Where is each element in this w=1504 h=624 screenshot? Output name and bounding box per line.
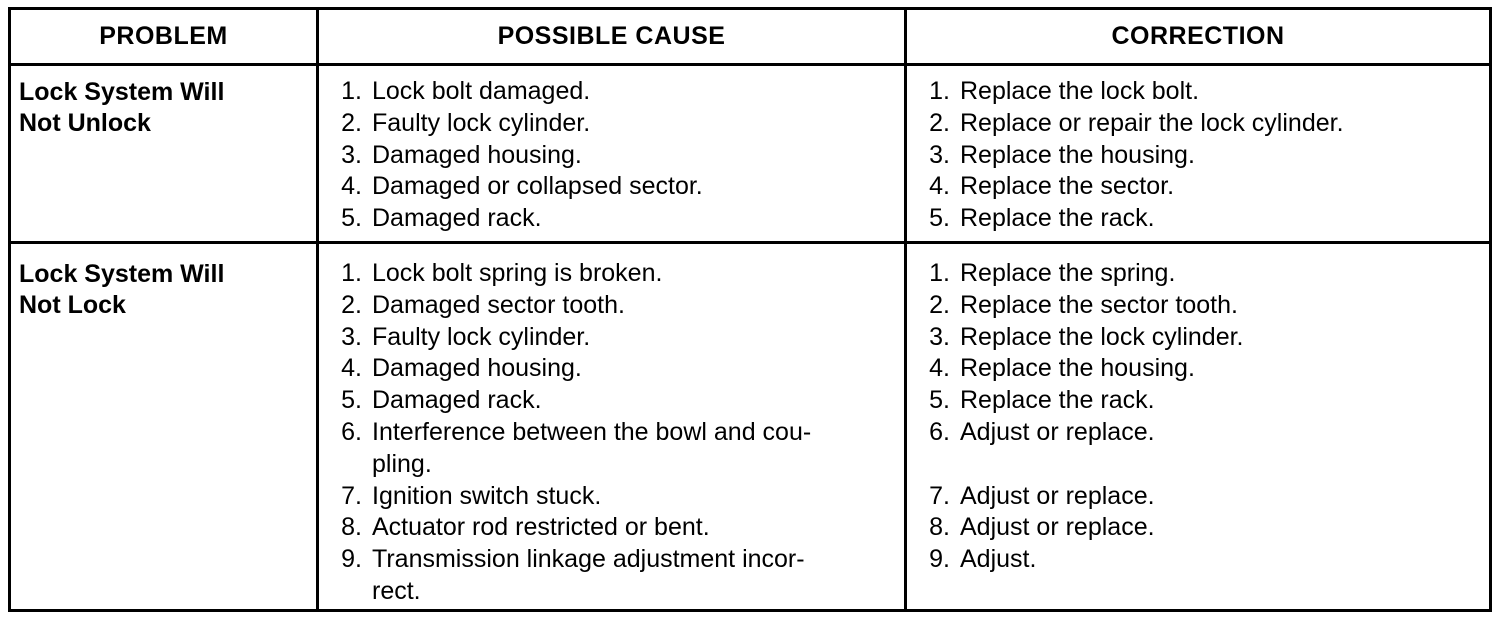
item-number: 3. [929, 322, 950, 351]
cause-list [319, 76, 885, 235]
list-item [907, 108, 1477, 140]
item-text: Replace the sector. [960, 172, 1175, 201]
item-text-continuation: rect. [372, 576, 421, 605]
item-text: Replace the housing. [960, 140, 1195, 169]
list-item [907, 417, 1477, 449]
problem-text: Lock System Will [19, 78, 225, 106]
item-number: 5. [929, 204, 950, 233]
item-number: 1. [929, 77, 950, 105]
item-number: 7. [929, 481, 950, 510]
item-text: Adjust or replace. [960, 513, 1155, 542]
list-item [907, 353, 1477, 385]
troubleshooting-table [8, 7, 1492, 612]
item-text: Replace the rack. [960, 386, 1155, 415]
item-text: Lock bolt damaged. [372, 77, 591, 105]
list-item [907, 544, 1477, 576]
list-item [907, 76, 1477, 108]
item-text: Damaged housing. [372, 140, 582, 169]
header-problem: PROBLEM [99, 22, 228, 50]
item-text: Adjust. [960, 545, 1037, 574]
problem-text: Lock System Will [19, 260, 225, 288]
item-text: Replace the rack. [960, 204, 1155, 233]
item-text: Damaged or collapsed sector. [372, 172, 703, 201]
problem-text: Not Unlock [19, 109, 151, 137]
correction-list [907, 258, 1477, 576]
item-text: Damaged housing. [372, 354, 582, 383]
list-item [907, 290, 1477, 322]
item-text: Replace the lock cylinder. [960, 322, 1244, 351]
list-item [319, 481, 885, 513]
item-text-continuation: pling. [372, 449, 432, 478]
item-number: 2. [341, 108, 362, 137]
cause-list [319, 258, 885, 608]
list-item [907, 203, 1477, 235]
list-item [319, 258, 885, 290]
item-number: 8. [929, 513, 950, 542]
item-text: Adjust or replace. [960, 481, 1155, 510]
item-text: Transmission linkage adjustment incor- [372, 545, 805, 574]
item-number: 2. [929, 290, 950, 319]
item-text: Damaged rack. [372, 386, 542, 415]
list-item [907, 481, 1477, 513]
list-item-continuation [319, 576, 885, 608]
item-number: 3. [341, 140, 362, 169]
item-number: 1. [341, 259, 362, 287]
item-number: 1. [341, 77, 362, 105]
item-text: Faulty lock cylinder. [372, 322, 591, 351]
list-item [319, 417, 885, 449]
item-number: 9. [929, 545, 950, 574]
list-item [319, 385, 885, 417]
item-text: Adjust or replace. [960, 417, 1155, 446]
item-number: 2. [929, 108, 950, 137]
item-number: 6. [929, 417, 950, 446]
item-text: Damaged rack. [372, 204, 542, 233]
item-text: Damaged sector tooth. [372, 290, 625, 319]
correction-list [907, 76, 1477, 235]
header-possible-cause: POSSIBLE CAUSE [497, 22, 726, 50]
item-number: 4. [341, 172, 362, 201]
list-item [907, 258, 1477, 290]
list-item [907, 385, 1477, 417]
item-number: 9. [341, 545, 362, 574]
item-number: 5. [341, 386, 362, 415]
list-item [319, 140, 885, 172]
list-item [319, 353, 885, 385]
item-number: 3. [341, 322, 362, 351]
item-number: 3. [929, 140, 950, 169]
item-text: Ignition switch stuck. [372, 481, 602, 510]
list-item [319, 322, 885, 354]
list-item-continuation [319, 449, 885, 481]
list-item [319, 544, 885, 576]
item-number: 4. [929, 172, 950, 201]
list-item-continuation [907, 449, 1477, 481]
item-text: Replace or repair the lock cylinder. [960, 108, 1344, 137]
list-item [319, 512, 885, 544]
list-item [907, 512, 1477, 544]
item-number: 5. [929, 386, 950, 415]
item-text: Replace the sector tooth. [960, 290, 1238, 319]
item-text: Actuator rod restricted or bent. [372, 513, 710, 542]
item-number: 4. [929, 354, 950, 383]
header-correction: CORRECTION [1111, 22, 1285, 50]
item-text: Interference between the bowl and cou- [372, 417, 812, 446]
item-number: 1. [929, 259, 950, 287]
item-number: 2. [341, 290, 362, 319]
item-number: 8. [341, 513, 362, 542]
item-text: Lock bolt spring is broken. [372, 259, 663, 287]
item-text: Faulty lock cylinder. [372, 108, 591, 137]
item-text: Replace the housing. [960, 354, 1195, 383]
header-divider [11, 63, 1489, 66]
problem-cell [19, 259, 309, 321]
item-number: 4. [341, 354, 362, 383]
list-item [319, 171, 885, 203]
row-divider [11, 241, 1489, 244]
item-number: 5. [341, 204, 362, 233]
list-item [319, 76, 885, 108]
item-text-continuation [960, 449, 1477, 481]
problem-text: Not Lock [19, 291, 126, 319]
list-item [907, 140, 1477, 172]
list-item [319, 108, 885, 140]
item-number: 7. [341, 481, 362, 510]
list-item [319, 290, 885, 322]
item-text: Replace the spring. [960, 259, 1176, 287]
list-item [907, 171, 1477, 203]
list-item [319, 203, 885, 235]
list-item [907, 322, 1477, 354]
item-text: Replace the lock bolt. [960, 77, 1200, 105]
item-number: 6. [341, 417, 362, 446]
problem-cell [19, 77, 309, 139]
